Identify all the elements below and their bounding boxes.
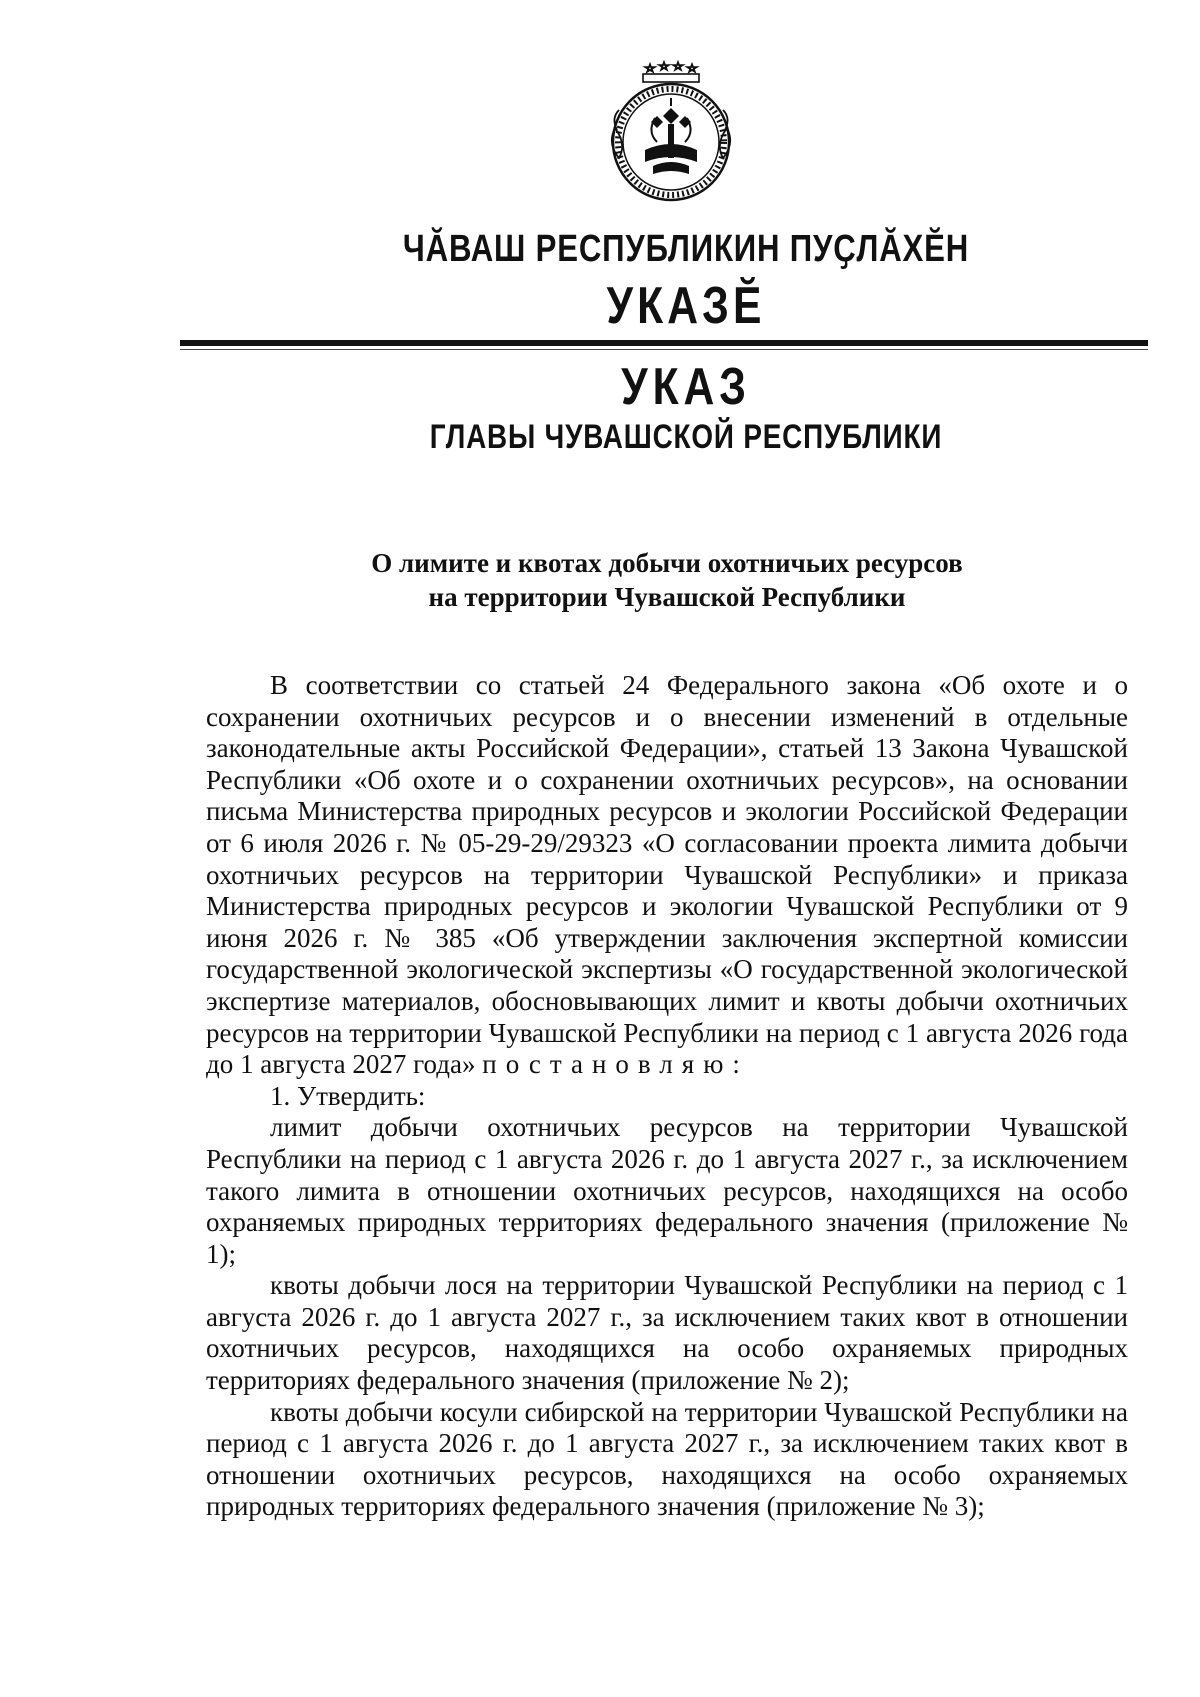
document-title [186, 546, 1148, 614]
subitem-quota-roe-deer: квоты добычи косули сибирской на территории Чувашской Республики на период с 1 августа 2026 г. до 1 августа 2027 г., за исключением таких квот в отношении охотничьих ресурсов, находящихся на особо охраняемых природных территориях федерального значения (приложение № 3); [206, 1396, 1128, 1522]
preamble-text: В соответствии со статьей 24 Федерального закона «Об охоте и о сохранении охотничьих ресурсов и о внесении изменений в отдельные законодательные акты Российской Федерации», статьей 13 Закона Чувашской Республики «Об охоте и о сохранении охотничьих ресурсов», на основании письма Министерства природных ресурсов и экологии Российской Федерации от 6 июля 2026 г. № 05-29-29/29323 «О согласовании проекта лимита добычи охотничьих ресурсов на территории Чувашской Республики» и приказа Министерства природных ресурсов и экологии Чувашской Республики от 9 июня 2026 г. № 385 «Об утверждении заключения экспертной комиссии государственной экологической экспертизы «О государственной экологической экспертизе материалов, обосновывающих лимит и квоты добычи охотничьих ресурсов на территории Чувашской Республики на период с 1 августа 2026 года до 1 августа 2027 года» [206, 670, 1128, 1080]
coat-of-arms-emblem [597, 58, 745, 206]
header-russian-line1: УКАЗ [621, 358, 751, 416]
subitem-quota-elk: квоты добычи лося на территории Чувашской Республики на период с 1 августа 2026 г. до 1 августа 2027 г., за исключением таких квот в отношении охотничьих ресурсов, находящихся на особо охраняемых природных территориях федерального значения (приложение № 2); [206, 1270, 1128, 1396]
header-divider-thin [180, 349, 1148, 350]
decree-word: постановляю: [482, 1049, 749, 1080]
header-chuvash-line1: ЧӐВАШ РЕСПУБЛИКИН ПУҪЛӐХӖН [402, 228, 970, 270]
header-chuvash-line2: УКАЗӖ [606, 277, 766, 335]
header-russian-line2: ГЛАВЫ ЧУВАШСКОЙ РЕСПУБЛИКИ [429, 418, 943, 456]
header-divider-thick [180, 340, 1148, 346]
subitem-limit: лимит добычи охотничьих ресурсов на территории Чувашской Республики на период с 1 августа 2026 г. до 1 августа 2027 г., за исключением такого лимита в отношении охотничьих ресурсов, находящихся на особо охраняемых природных территориях федерального значения (приложение № 1); [206, 1112, 1128, 1269]
preamble-paragraph [206, 670, 1128, 1081]
document-title-line1: О лимите и квотах добычи охотничьих ресурсов [371, 548, 963, 578]
item-1: 1. Утвердить: [270, 1080, 426, 1111]
document-body [206, 670, 1128, 1523]
document-title-line2: на территории Чувашской Республики [428, 582, 906, 612]
